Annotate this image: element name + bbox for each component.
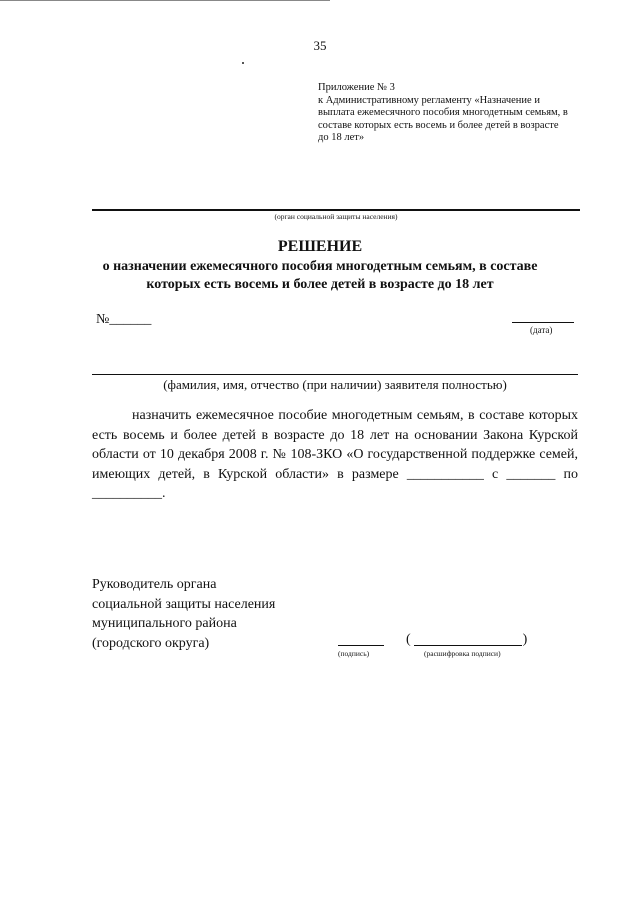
appendix-line: выплата ежемесячного пособия многодетным семьям, в <box>318 107 568 118</box>
decode-caption: (расшифровка подписи) <box>424 649 501 658</box>
signatory-line: муниципального района <box>92 616 237 631</box>
subtitle-line: которых есть восемь и более детей в возрасте до 18 лет <box>146 277 494 292</box>
top-edge-rule <box>0 0 330 1</box>
document-title: РЕШЕНИЕ <box>277 238 363 255</box>
decision-number-field[interactable]: №______ <box>96 312 152 327</box>
decision-body-text: назначить ежемесячное пособие многодетным семьям, в составе которых есть восемь и более детей в возрасте до 18 лет на основании Закона Курской области от 10 декабря 2008 г. № 108-ЗКО «О государственной поддержке семей, имеющих детей, в Курской области» в размере ___________ с _______ по __________. <box>92 408 578 501</box>
appendix-line: составе которых есть восемь и более детей в возрасте <box>318 119 559 131</box>
date-field-line[interactable] <box>512 322 574 323</box>
applicant-name-caption: (фамилия, имя, отчество (при наличии) заявителя полностью) <box>163 377 507 392</box>
applicant-name-field-line[interactable] <box>92 374 578 375</box>
org-field-line[interactable] <box>92 209 580 211</box>
scan-speck <box>242 62 244 64</box>
decode-open-paren: ( <box>406 632 411 647</box>
signatory-block <box>92 575 275 653</box>
page-number: 35 <box>313 38 327 53</box>
document-subtitle <box>80 258 560 294</box>
appendix-block <box>318 82 588 145</box>
org-caption: (орган социальной защиты населения) <box>274 212 398 221</box>
appendix-line: до 18 лет» <box>318 132 365 143</box>
appendix-title: Приложение № 3 <box>318 82 395 93</box>
signatory-line: (городского округа) <box>92 635 210 651</box>
signature-caption: (подпись) <box>338 649 370 658</box>
signatory-line: Руководитель органа <box>92 577 217 592</box>
decode-field-line[interactable] <box>414 645 522 646</box>
date-caption: (дата) <box>530 325 553 335</box>
appendix-line: к Административному регламенту «Назначение и <box>318 94 540 106</box>
signatory-line: социальной защиты населения <box>92 596 276 612</box>
signature-field-line[interactable] <box>338 645 384 646</box>
decode-close-paren: ) <box>522 632 528 647</box>
subtitle-line: о назначении ежемесячного пособия многодетным семьям, в составе <box>102 259 538 274</box>
